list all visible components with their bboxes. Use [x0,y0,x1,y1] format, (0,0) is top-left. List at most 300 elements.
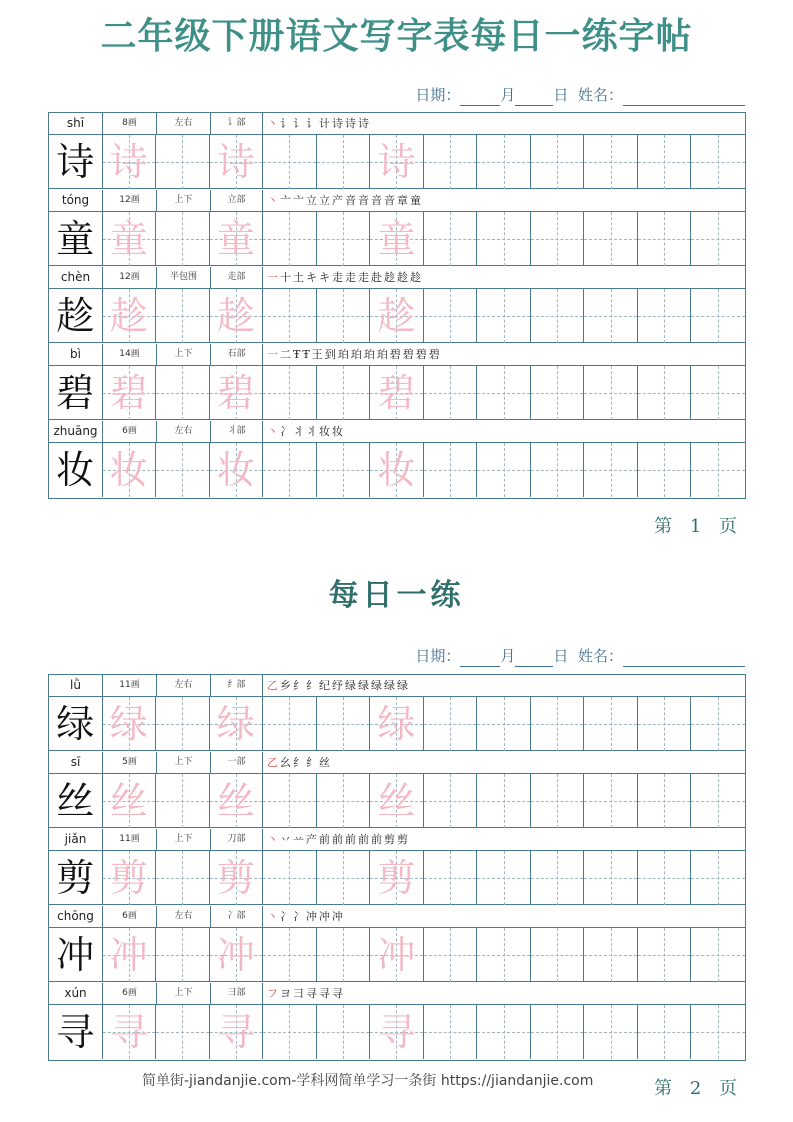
character-entry [49,829,745,906]
practice-cell[interactable] [691,851,745,905]
practice-cell[interactable] [370,1005,424,1059]
practice-cell[interactable] [103,366,157,420]
practice-cell[interactable] [317,443,371,497]
practice-cell[interactable] [691,135,745,189]
practice-cell[interactable] [156,774,210,828]
stroke-step: 珀 [363,348,377,361]
practice-cell[interactable] [263,366,317,420]
practice-cell[interactable] [317,135,371,189]
practice-cell[interactable] [103,851,157,905]
stroke-step: 冫 [280,910,293,923]
practice-cell[interactable] [531,851,585,905]
practice-cell[interactable] [317,212,371,266]
stroke-step: 趁 [410,271,423,284]
practice-cell[interactable] [531,135,585,189]
pinyin-label: jiǎn [49,829,103,850]
practice-cell[interactable] [638,212,692,266]
stroke-step: 走 [332,271,345,284]
stroke-step: ヨ [280,987,293,1000]
practice-cell[interactable] [424,928,478,982]
stroke-step: 王 [311,348,325,361]
stroke-step: 绿 [358,679,371,692]
stroke-step: 音 [371,194,384,207]
stroke-step: 丶 [267,117,280,130]
stroke-step: 产 [332,194,345,207]
trace-character: 丝 [109,779,148,823]
writing-row [49,366,745,420]
practice-cell[interactable] [477,774,531,828]
radical-label: 纟部 [211,675,263,696]
trace-character: 绿 [109,702,148,746]
pinyin-label: shī [49,113,103,134]
practice-cell[interactable] [263,774,317,828]
practice-cell[interactable] [156,212,210,266]
day-label: 日 [553,647,569,665]
practice-cell[interactable] [638,928,692,982]
stroke-step: 前 [371,833,384,846]
practice-cell[interactable] [156,697,210,751]
model-character-cell [49,774,103,828]
practice-cell[interactable] [531,366,585,420]
model-character: 冲 [56,933,95,977]
practice-cell[interactable] [317,1005,371,1059]
stroke-order-sequence [263,113,371,134]
stroke-step: 冲 [319,910,332,923]
writing-row [49,212,745,266]
day-label: 日 [553,86,569,104]
practice-cell[interactable] [424,212,478,266]
stroke-step: 剪 [397,833,410,846]
practice-cell[interactable] [156,928,210,982]
practice-cell[interactable] [263,443,317,497]
practice-cell[interactable] [210,212,264,266]
stroke-count-label: 11画 [103,675,157,696]
practice-cell[interactable] [263,697,317,751]
practice-cell[interactable] [103,443,157,497]
stroke-step: 碧 [402,348,416,361]
practice-cell[interactable] [317,366,371,420]
writing-row [49,135,745,189]
practice-cell[interactable] [156,289,210,343]
practice-cell[interactable] [210,289,264,343]
practice-cell[interactable] [638,443,692,497]
page-number-1: 第 1 页 [654,516,743,537]
practice-cell[interactable] [584,774,638,828]
radical-label: 一部 [211,752,263,773]
radical-label: 讠部 [211,113,263,134]
practice-cell[interactable] [156,366,210,420]
trace-character: 剪 [377,856,416,900]
stroke-step: 前 [332,833,345,846]
radical-label: 石部 [211,344,263,365]
writing-row [49,774,745,828]
structure-label: 上下 [157,752,211,773]
structure-label: 左右 [157,906,211,927]
stroke-step: 乙 [267,679,280,692]
practice-cell[interactable] [638,774,692,828]
practice-cell[interactable] [370,366,424,420]
practice-grid-page-1 [48,112,746,499]
trace-character: 妆 [377,448,416,492]
character-entry [49,190,745,267]
radical-label: 冫部 [211,906,263,927]
trace-character: 趁 [109,294,148,338]
stroke-step: 冲 [332,910,345,923]
character-info-row [49,421,745,443]
model-character: 绿 [56,702,95,746]
practice-cell[interactable] [584,851,638,905]
practice-cell[interactable] [156,443,210,497]
practice-cell[interactable] [638,366,692,420]
trace-character: 童 [216,217,255,261]
character-entry [49,267,745,344]
stroke-step: 寻 [332,987,345,1000]
practice-cell[interactable] [210,443,264,497]
radical-label: 立部 [211,190,263,211]
model-character-cell [49,212,103,266]
practice-cell[interactable] [424,443,478,497]
practice-cell[interactable] [584,289,638,343]
practice-cell[interactable] [156,1005,210,1059]
structure-label: 上下 [157,190,211,211]
trace-character: 绿 [377,702,416,746]
stroke-step: 丬 [293,425,306,438]
pinyin-label: sī [49,752,103,773]
writing-row [49,443,745,497]
stroke-step: 纟 [293,756,306,769]
stroke-step: 纪 [319,679,332,692]
practice-cell[interactable] [317,697,371,751]
practice-cell[interactable] [424,366,478,420]
trace-character: 妆 [216,448,255,492]
practice-cell[interactable] [370,928,424,982]
practice-cell[interactable] [156,851,210,905]
practice-cell[interactable] [103,928,157,982]
writing-row [49,697,745,751]
character-entry [49,906,745,983]
practice-cell[interactable] [210,366,264,420]
trace-character: 碧 [109,371,148,415]
practice-cell[interactable] [691,928,745,982]
practice-cell[interactable] [531,289,585,343]
practice-cell[interactable] [584,212,638,266]
stroke-step: キ [319,271,332,284]
practice-cell[interactable] [210,928,264,982]
practice-cell[interactable] [531,697,585,751]
pinyin-label: zhuāng [49,421,103,442]
structure-label: 上下 [157,983,211,1004]
practice-cell[interactable] [263,851,317,905]
model-character-cell [49,289,103,343]
practice-cell[interactable] [210,697,264,751]
character-info-row [49,675,745,697]
stroke-step: 丷 [280,833,293,846]
character-info-row [49,267,745,289]
practice-cell[interactable] [317,774,371,828]
stroke-step: 讠 [280,117,293,130]
stroke-step: 产 [306,833,319,846]
stroke-step: 讠 [293,117,306,130]
practice-cell[interactable] [691,697,745,751]
pinyin-label: bì [49,344,103,365]
stroke-step: 土 [293,271,306,284]
trace-character: 碧 [377,371,416,415]
practice-cell[interactable] [370,697,424,751]
practice-cell[interactable] [424,289,478,343]
stroke-step: 幺 [280,756,293,769]
stroke-step: 音 [345,194,358,207]
stroke-step: 丬 [306,425,319,438]
stroke-step: 妆 [319,425,332,438]
trace-character: 诗 [216,140,255,184]
date-name-line [415,84,745,106]
trace-character: 剪 [216,856,255,900]
stroke-step: 碧 [389,348,403,361]
stroke-step: キ [306,271,319,284]
practice-cell[interactable] [584,135,638,189]
practice-cell[interactable] [477,289,531,343]
trace-character: 趁 [377,294,416,338]
character-entry [49,421,745,498]
practice-cell[interactable] [691,212,745,266]
practice-cell[interactable] [317,289,371,343]
character-info-row [49,113,745,135]
practice-cell[interactable] [584,443,638,497]
character-info-row [49,344,745,366]
practice-cell[interactable] [103,289,157,343]
month-blank[interactable] [460,89,500,106]
stroke-step: Ŧ [302,348,312,361]
month-blank[interactable] [460,650,500,667]
stroke-step: 诗 [345,117,358,130]
practice-cell[interactable] [477,928,531,982]
character-info-row [49,829,745,851]
model-character-cell [49,443,103,497]
stroke-step: 二 [280,348,293,361]
worksheet-title: 二年级下册语文写字表每日一练字帖 [100,16,693,57]
practice-cell[interactable] [477,135,531,189]
practice-cell[interactable] [691,1005,745,1059]
stroke-step: 乙 [267,756,280,769]
stroke-step: 绿 [345,679,358,692]
character-info-row [49,906,745,928]
stroke-step: 纾 [332,679,345,692]
practice-cell[interactable] [477,366,531,420]
character-entry [49,344,745,421]
practice-cell[interactable] [531,443,585,497]
month-label: 月 [500,86,516,104]
stroke-count-label: 6画 [103,906,157,927]
trace-character: 童 [377,217,416,261]
structure-label: 半包围 [157,267,211,288]
practice-cell[interactable] [584,928,638,982]
trace-character: 妆 [109,448,148,492]
practice-cell[interactable] [210,1005,264,1059]
date-label: 日期： [415,86,461,104]
stroke-step: 纟 [306,679,319,692]
stroke-step: Ŧ [293,348,303,361]
model-character-cell [49,928,103,982]
practice-cell[interactable] [370,774,424,828]
trace-character: 诗 [109,140,148,184]
structure-label: 上下 [157,829,211,850]
practice-cell[interactable] [210,774,264,828]
writing-row [49,928,745,982]
stroke-step: 绿 [397,679,410,692]
model-character: 丝 [56,779,95,823]
trace-character: 丝 [216,779,255,823]
practice-cell[interactable] [424,135,478,189]
practice-cell[interactable] [424,851,478,905]
practice-cell[interactable] [638,289,692,343]
stroke-step: 计 [319,117,332,130]
day-blank[interactable] [515,89,553,106]
practice-cell[interactable] [584,697,638,751]
trace-character: 绿 [216,702,255,746]
character-entry [49,113,745,190]
practice-cell[interactable] [103,135,157,189]
trace-character: 寻 [377,1010,416,1054]
name-label: 姓名： [577,86,623,104]
trace-character: 冲 [109,933,148,977]
stroke-step: 䒑 [293,833,306,846]
stroke-order-sequence [263,752,332,773]
model-character: 趁 [56,294,95,338]
practice-cell[interactable] [531,1005,585,1059]
stroke-step: 丶 [267,910,280,923]
date-name-line-2 [415,645,745,667]
model-character: 妆 [56,448,95,492]
model-character: 童 [56,217,95,261]
practice-cell[interactable] [370,135,424,189]
practice-cell[interactable] [263,289,317,343]
stroke-step: 丝 [319,756,332,769]
stroke-count-label: 6画 [103,983,157,1004]
practice-cell[interactable] [531,774,585,828]
practice-cell[interactable] [477,212,531,266]
name-blank[interactable] [623,650,745,667]
practice-cell[interactable] [477,851,531,905]
stroke-step: 绿 [384,679,397,692]
trace-character: 诗 [377,140,416,184]
practice-cell[interactable] [370,212,424,266]
practice-cell[interactable] [103,1005,157,1059]
practice-cell[interactable] [638,851,692,905]
stroke-step: 十 [280,271,293,284]
page-number-2: 第 2 页 [654,1078,743,1099]
stroke-step: 立 [319,194,332,207]
stroke-step: 立 [306,194,319,207]
practice-cell[interactable] [424,774,478,828]
practice-cell[interactable] [584,366,638,420]
stroke-step: 冫 [293,910,306,923]
practice-cell[interactable] [210,135,264,189]
pinyin-label: tóng [49,190,103,211]
practice-cell[interactable] [103,774,157,828]
practice-cell[interactable] [263,1005,317,1059]
practice-cell[interactable] [263,135,317,189]
practice-cell[interactable] [638,135,692,189]
stroke-order-sequence [263,267,423,288]
radical-label: 刀部 [211,829,263,850]
stroke-step: 碧 [428,348,442,361]
stroke-step: 一 [267,348,280,361]
stroke-step: 纟 [293,679,306,692]
practice-cell[interactable] [156,135,210,189]
practice-cell[interactable] [477,443,531,497]
practice-cell[interactable] [477,1005,531,1059]
stroke-order-sequence [263,190,423,211]
pinyin-label: chōng [49,906,103,927]
stroke-count-label: 14画 [103,344,157,365]
stroke-order-sequence [263,906,345,927]
stroke-step: 音 [358,194,371,207]
stroke-count-label: 12画 [103,190,157,211]
writing-row [49,851,745,905]
model-character: 碧 [56,371,95,415]
stroke-count-label: 5画 [103,752,157,773]
name-blank[interactable] [623,89,745,106]
character-info-row [49,190,745,212]
model-character-cell [49,1005,103,1059]
practice-grid-page-2 [48,674,746,1061]
practice-cell[interactable] [691,443,745,497]
practice-cell[interactable] [584,1005,638,1059]
practice-cell[interactable] [317,851,371,905]
practice-cell[interactable] [103,212,157,266]
practice-cell[interactable] [263,212,317,266]
stroke-step: 到 [324,348,338,361]
practice-cell[interactable] [477,697,531,751]
writing-row [49,1005,745,1059]
structure-label: 左右 [157,113,211,134]
practice-cell[interactable] [638,1005,692,1059]
day-blank[interactable] [515,650,553,667]
stroke-step: 一 [267,271,280,284]
stroke-step: 前 [319,833,332,846]
practice-cell[interactable] [424,697,478,751]
trace-character: 童 [109,217,148,261]
structure-label: 左右 [157,675,211,696]
radical-label: 彐部 [211,983,263,1004]
practice-cell[interactable] [370,443,424,497]
practice-cell[interactable] [531,212,585,266]
practice-cell[interactable] [263,928,317,982]
stroke-step: 妆 [332,425,345,438]
practice-cell[interactable] [424,1005,478,1059]
stroke-step: 章 [397,194,410,207]
stroke-step: 彐 [293,987,306,1000]
character-entry [49,675,745,752]
practice-cell[interactable] [531,928,585,982]
stroke-step: 冫 [280,425,293,438]
practice-cell[interactable] [691,289,745,343]
stroke-count-label: 8画 [103,113,157,134]
structure-label: 左右 [157,421,211,442]
practice-cell[interactable] [317,928,371,982]
practice-cell[interactable] [210,851,264,905]
practice-cell[interactable] [691,366,745,420]
practice-cell[interactable] [370,851,424,905]
stroke-step: 珀 [350,348,364,361]
practice-cell[interactable] [691,774,745,828]
practice-cell[interactable] [103,697,157,751]
stroke-step: 前 [345,833,358,846]
date-label: 日期： [415,647,461,665]
character-entry [49,752,745,829]
practice-cell[interactable] [370,289,424,343]
practice-cell[interactable] [638,697,692,751]
